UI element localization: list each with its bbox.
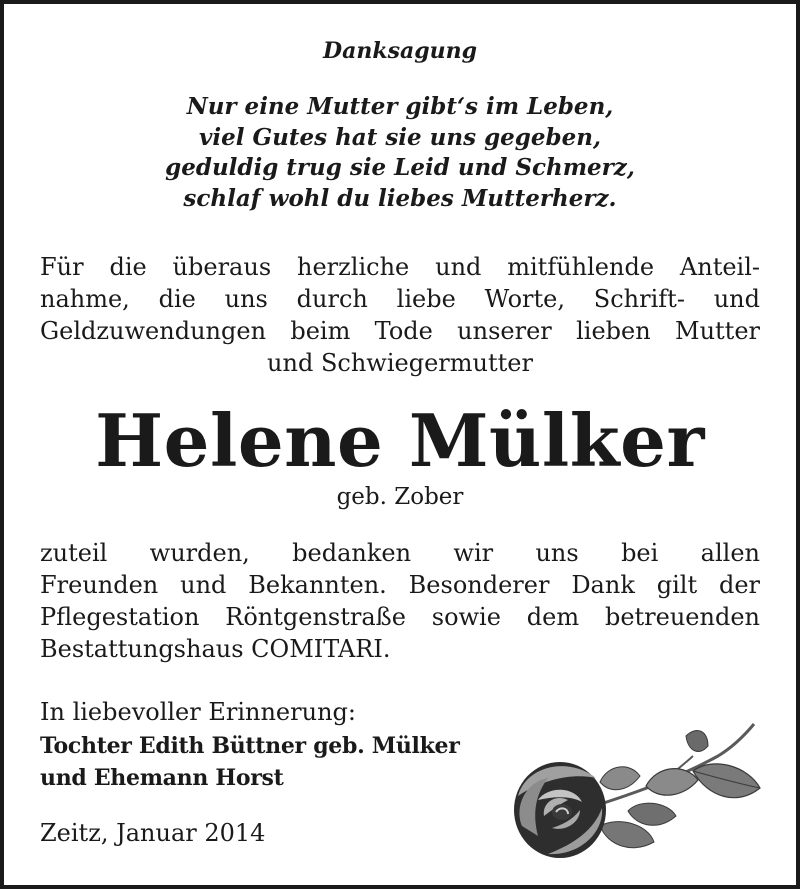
poem-line: Nur eine Mutter gibt‘s im Leben, bbox=[186, 93, 614, 120]
poem-line: viel Gutes hat sie uns gegeben, bbox=[199, 123, 601, 151]
thanks-line: Pflegestation Röntgenstraße sowie dem betreuenden bbox=[40, 603, 760, 631]
rose-leaf bbox=[628, 803, 676, 825]
rose-leaf bbox=[600, 767, 640, 790]
rose-leaf bbox=[600, 822, 654, 848]
rose-leaf bbox=[646, 769, 698, 796]
signer-line: Tochter Edith Büttner geb. Mülker bbox=[40, 733, 460, 759]
notice-heading: Danksagung bbox=[323, 38, 477, 64]
thanks-paragraph bbox=[40, 537, 760, 665]
intro-line: Geldzuwendungen beim Tode unserer lieben Mutter bbox=[40, 317, 760, 345]
thanks-line: zuteil wurden, bedanken wir uns bei allen bbox=[40, 539, 760, 567]
place-date: Zeitz, Januar 2014 bbox=[40, 819, 266, 847]
thanks-line: Bestattungshaus COMITARI. bbox=[40, 635, 391, 663]
maiden-name: geb. Zober bbox=[336, 484, 464, 510]
thanks-line: Freunden und Bekannten. Besonderer Dank gilt der bbox=[40, 571, 760, 599]
poem-line: geduldig trug sie Leid und Schmerz, bbox=[165, 154, 635, 181]
rose-icon bbox=[508, 716, 770, 866]
poem bbox=[0, 92, 800, 214]
intro-line: Für die überaus herzliche und mitfühlende Anteil- bbox=[40, 253, 760, 281]
rose-leaf bbox=[693, 764, 760, 798]
signers bbox=[40, 730, 460, 794]
intro-paragraph bbox=[40, 251, 760, 379]
intro-line: und Schwiegermutter bbox=[267, 349, 533, 377]
signer-line: und Ehemann Horst bbox=[40, 765, 284, 791]
memory-line: In liebevoller Erinnerung: bbox=[40, 698, 356, 726]
rose-leaf bbox=[686, 731, 708, 752]
poem-line: schlaf wohl du liebes Mutterherz. bbox=[183, 184, 617, 212]
intro-line: nahme, die uns durch liebe Worte, Schrift- und bbox=[40, 285, 760, 313]
deceased-name: Helene Mülker bbox=[95, 398, 705, 483]
